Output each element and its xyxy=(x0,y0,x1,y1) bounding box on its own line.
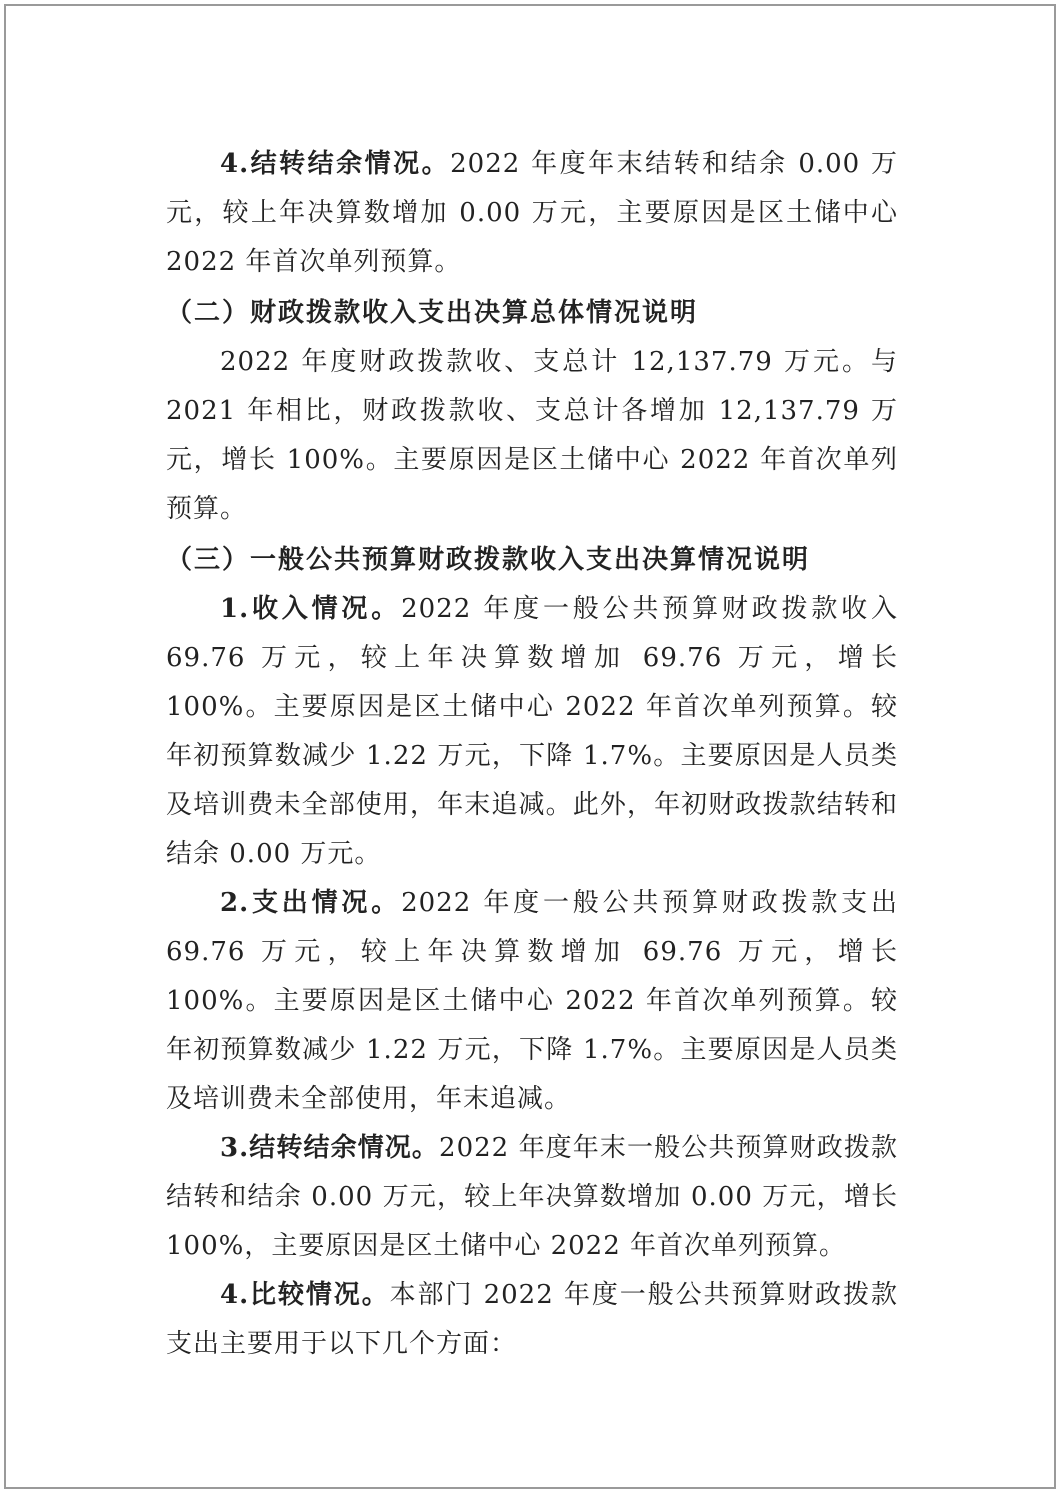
paragraph-text: 2022 年度财政拨款收、支总计 12,137.79 万元。与 2021 年相比，财政拨款收、支总计各增加 12,137.79 万元，增长 100%。主要原因是区土储中心 2022 年首次单列预算。 xyxy=(166,347,898,524)
paragraph-lead: 4.比较情况。 xyxy=(220,1280,390,1310)
paragraph-lead: 3.结转结余情况。 xyxy=(220,1133,440,1163)
paragraph-lead: 4.结转结余情况。 xyxy=(220,149,451,179)
paragraph-text: 2022 年度一般公共预算财政拨款收入 69.76 万元，较上年决算数增加 69.76 万元，增长 100%。主要原因是区土储中心 2022 年首次单列预算。较年初预算数减少 1.22 万元，下降 1.7%。主要原因是人员类及培训费未全部使用，年末追减。此外，年初财政拨款结转和结余 0.00 万元。 xyxy=(166,594,898,869)
paragraph-general-carryover xyxy=(166,1124,898,1271)
paragraph-text: 本部门 2022 年度一般公共预算财政拨款支出主要用于以下几个方面： xyxy=(166,1280,898,1359)
paragraph-expenditure xyxy=(166,879,898,1124)
document-body xyxy=(166,140,898,1369)
paragraph-income xyxy=(166,585,898,879)
paragraph-lead: 2.支出情况。 xyxy=(220,888,402,918)
paragraph-text: 2022 年度年末结转和结余 0.00 万元，较上年决算数增加 0.00 万元，主要原因是区土储中心 2022 年首次单列预算。 xyxy=(166,149,898,277)
paragraph-lead: 1.收入情况。 xyxy=(220,594,402,624)
paragraph-carryover-balance xyxy=(166,140,898,287)
paragraph-comparison xyxy=(166,1271,898,1369)
paragraph-text: 2022 年度年末一般公共预算财政拨款结转和结余 0.00 万元，较上年决算数增加 0.00 万元，增长 100%，主要原因是区土储中心 2022 年首次单列预算。 xyxy=(166,1133,898,1261)
section-heading-2: （二）财政拨款收入支出决算总体情况说明 xyxy=(166,298,699,328)
paragraph-total-fiscal xyxy=(166,338,898,534)
section-heading-3: （三）一般公共预算财政拨款收入支出决算情况说明 xyxy=(166,545,811,575)
paragraph-text: 2022 年度一般公共预算财政拨款支出 69.76 万元，较上年决算数增加 69.76 万元，增长 100%。主要原因是区土储中心 2022 年首次单列预算。较年初预算数减少 1.22 万元，下降 1.7%。主要原因是人员类及培训费未全部使用，年末追减。 xyxy=(166,888,898,1114)
